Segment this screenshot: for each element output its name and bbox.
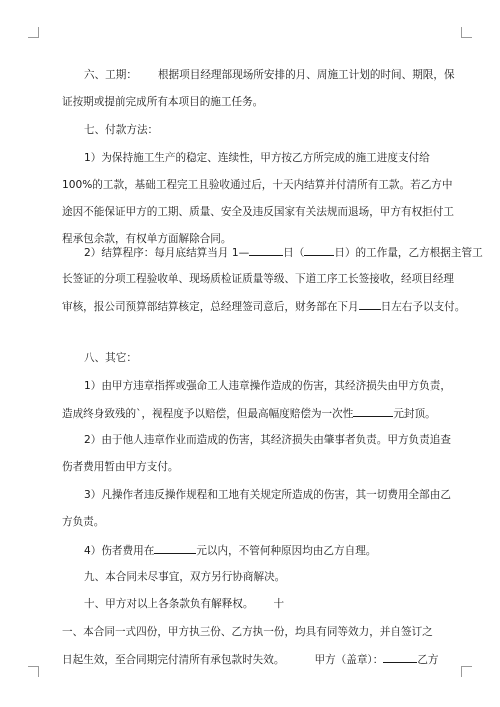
paragraph-line: 2）由于他人违章作业而造成的伤害，其经济损失由肇事者负责。甲方负责追查 (84, 434, 451, 446)
section-seven-heading: 七、付款方法： (84, 124, 159, 136)
blank-underline (249, 245, 283, 256)
paragraph-line: 证按期或提前完成所有本项目的施工任务。 (62, 96, 264, 108)
paragraph-line: 1）为保持施工生产的稳定、连续性，甲方按乙方所完成的施工进度支付给 (84, 152, 430, 164)
paragraph-line: 3）凡操作者违反操作规程和工地有关规定所造成的伤害，其一切费用全部由乙 (84, 489, 451, 501)
paragraph-line: 1）由甲方违章指挥或强命工人违章操作造成的伤害，其经济损失由甲方负责， (84, 380, 451, 392)
section-six-line (84, 68, 455, 82)
signature-line: 日起生效，至合同期完付清所有承包款时失效。 甲方（盖章）： 乙方 (62, 654, 439, 666)
injury-cost-line: 4）伤者费用在 元以内，不管何种原因均由乙方自理。 (84, 545, 377, 557)
page-corner-mark-bottom-left (28, 666, 39, 677)
page-corner-mark-bottom-right (461, 666, 472, 677)
section-eight-heading: 八、其它： (84, 352, 137, 364)
paragraph-line: 途因不能保证甲方的工期、质量、安全及违反国家有关法规而退场，甲方有权拒付工 (62, 206, 454, 218)
section-ten-line: 十、甲方对以上各条款负有解释权。 十 (84, 598, 285, 610)
paragraph-line: 方负责。 (62, 516, 105, 528)
paragraph-line: 长签证的分项工程验收单、现场质检证质量等级、下道工序工长签接收，经项目经理 (62, 273, 454, 285)
compensation-line: 造成终身致残的`，视程度予以赔偿，但最高幅度赔偿为一次性 元封顶。 (62, 408, 436, 420)
blank-underline (304, 245, 334, 256)
paragraph-line: 程承包余款，有权单方面解除合同。 (62, 233, 232, 245)
section-nine-line: 九、本合同未尽事宜，双方另行协商解决。 (84, 571, 286, 583)
blank-underline (154, 543, 196, 554)
settlement-line: 2）结算程序：每月底结算当月 1— 日（ 日）的工作量，乙方根据主管工 (84, 247, 483, 259)
party-a-seal-label: 甲方（盖章）： (314, 654, 384, 666)
blank-underline (353, 406, 393, 417)
paragraph-line: 100%的工款，基础工程完工且验收通过后，十天内结算并付清所有工款。若乙方中 (62, 179, 453, 191)
section-eleven-line: 一、本合同一式四份，甲方执三份、乙方执一份，均具有同等效力，并自签订之 (62, 626, 433, 638)
payment-line: 审核，报公司预算部结算核定，总经理签司意后，财务部在下月 日左右予以支付。 (62, 301, 466, 313)
section-six-heading: 六、工期： (84, 69, 137, 81)
page-corner-mark-top-right (461, 27, 472, 38)
party-b-label: 乙方 (417, 654, 439, 666)
blank-underline (383, 652, 417, 663)
page-corner-mark-top-left (28, 27, 39, 38)
paragraph-line: 伤者费用暂由甲方支付。 (62, 461, 179, 473)
blank-underline (359, 299, 381, 310)
section-six-text: 根据项目经理部现场所安排的月、周施工计划的时间、期限，保 (157, 69, 455, 81)
